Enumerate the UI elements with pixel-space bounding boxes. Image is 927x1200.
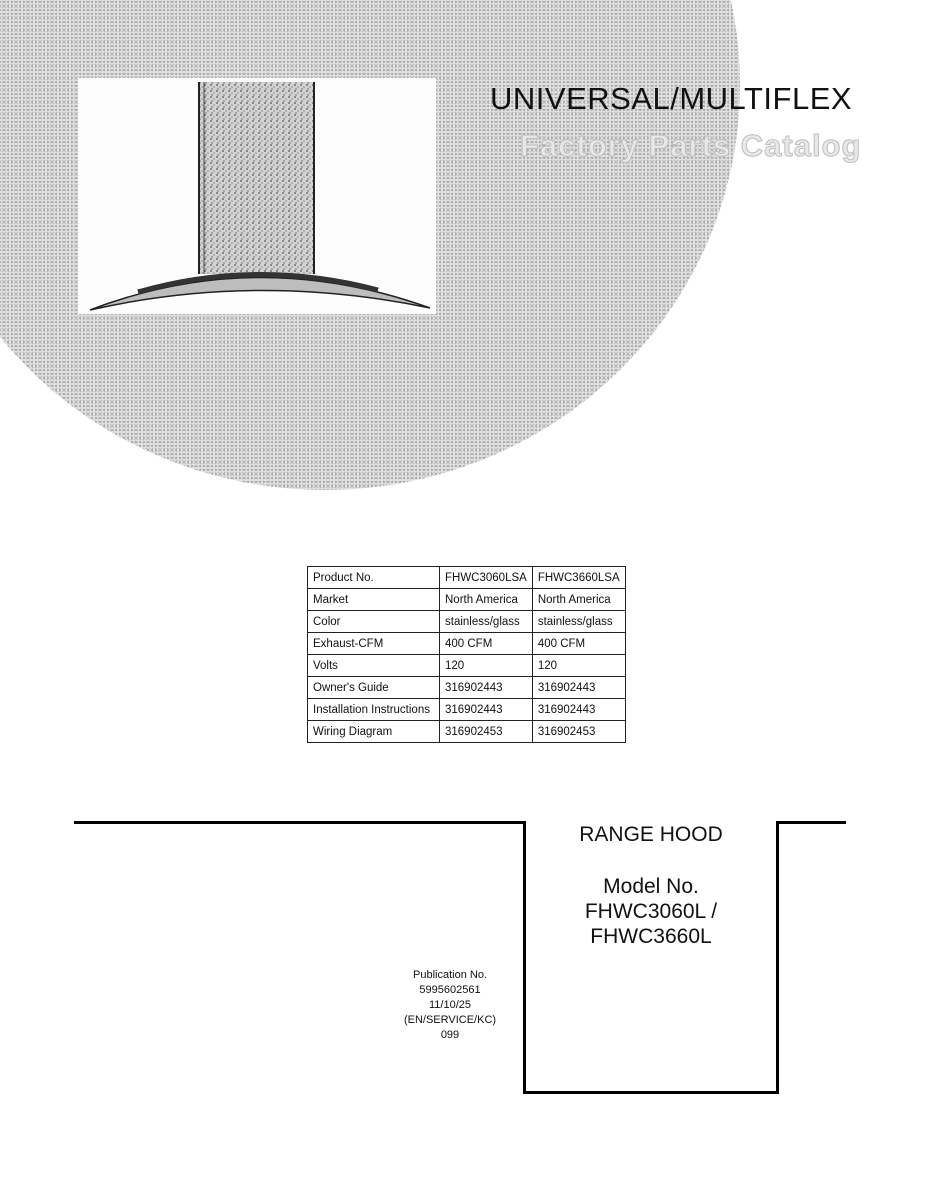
model-label: Model No. <box>603 875 699 898</box>
model-number-block <box>526 874 776 949</box>
table-cell: stainless/glass <box>440 611 533 633</box>
title-box-left-border <box>523 821 526 1093</box>
table-cell: 316902443 <box>440 699 533 721</box>
publication-code: (EN/SERVICE/KC) <box>403 1014 497 1026</box>
publication-suffix: 099 <box>440 1029 460 1041</box>
table-row <box>308 699 626 721</box>
publication-label: Publication No. <box>413 969 487 981</box>
table-cell: stainless/glass <box>532 611 625 633</box>
table-row <box>308 655 626 677</box>
table-cell: FHWC3060LSA <box>440 567 533 589</box>
publication-block <box>380 968 520 1043</box>
table-cell: North America <box>532 589 625 611</box>
model-number-1: FHWC3060L / <box>584 900 718 923</box>
table-cell: 400 CFM <box>532 633 625 655</box>
table-row <box>308 633 626 655</box>
divider-rule-right <box>776 821 846 824</box>
table-cell: FHWC3660LSA <box>532 567 625 589</box>
table-row-label: Installation Instructions <box>308 699 440 721</box>
table-cell: 120 <box>440 655 533 677</box>
product-type: RANGE HOOD <box>579 823 723 846</box>
table-row <box>308 589 626 611</box>
publication-number: 5995602561 <box>419 984 481 996</box>
range-hood-illustration <box>78 78 436 314</box>
divider-rule-left <box>74 821 526 824</box>
brand-title: UNIVERSAL/MULTIFLEX <box>490 81 853 116</box>
publication-date: 11/10/25 <box>428 999 471 1011</box>
table-row-label: Color <box>308 611 440 633</box>
table-row <box>308 611 626 633</box>
table-row-label: Volts <box>308 655 440 677</box>
table-cell: 316902443 <box>532 677 625 699</box>
title-box-right-border <box>776 821 779 1094</box>
title-box-bottom-border <box>523 1091 779 1094</box>
table-cell: 316902453 <box>532 721 625 743</box>
table-row-label: Market <box>308 589 440 611</box>
table-row-label: Wiring Diagram <box>308 721 440 743</box>
model-number-2: FHWC3660L <box>590 925 712 948</box>
table-cell: 120 <box>532 655 625 677</box>
table-row-label: Exhaust-CFM <box>308 633 440 655</box>
table-cell: 316902453 <box>440 721 533 743</box>
table-row <box>308 677 626 699</box>
table-cell: 316902443 <box>532 699 625 721</box>
table-cell: 400 CFM <box>440 633 533 655</box>
spec-table <box>307 566 626 743</box>
table-row-label: Owner's Guide <box>308 677 440 699</box>
table-row-label: Product No. <box>308 567 440 589</box>
table-cell: 316902443 <box>440 677 533 699</box>
table-cell: North America <box>440 589 533 611</box>
table-row <box>308 721 626 743</box>
catalog-subtitle: Factory Parts Catalog <box>520 128 862 163</box>
table-row <box>308 567 626 589</box>
